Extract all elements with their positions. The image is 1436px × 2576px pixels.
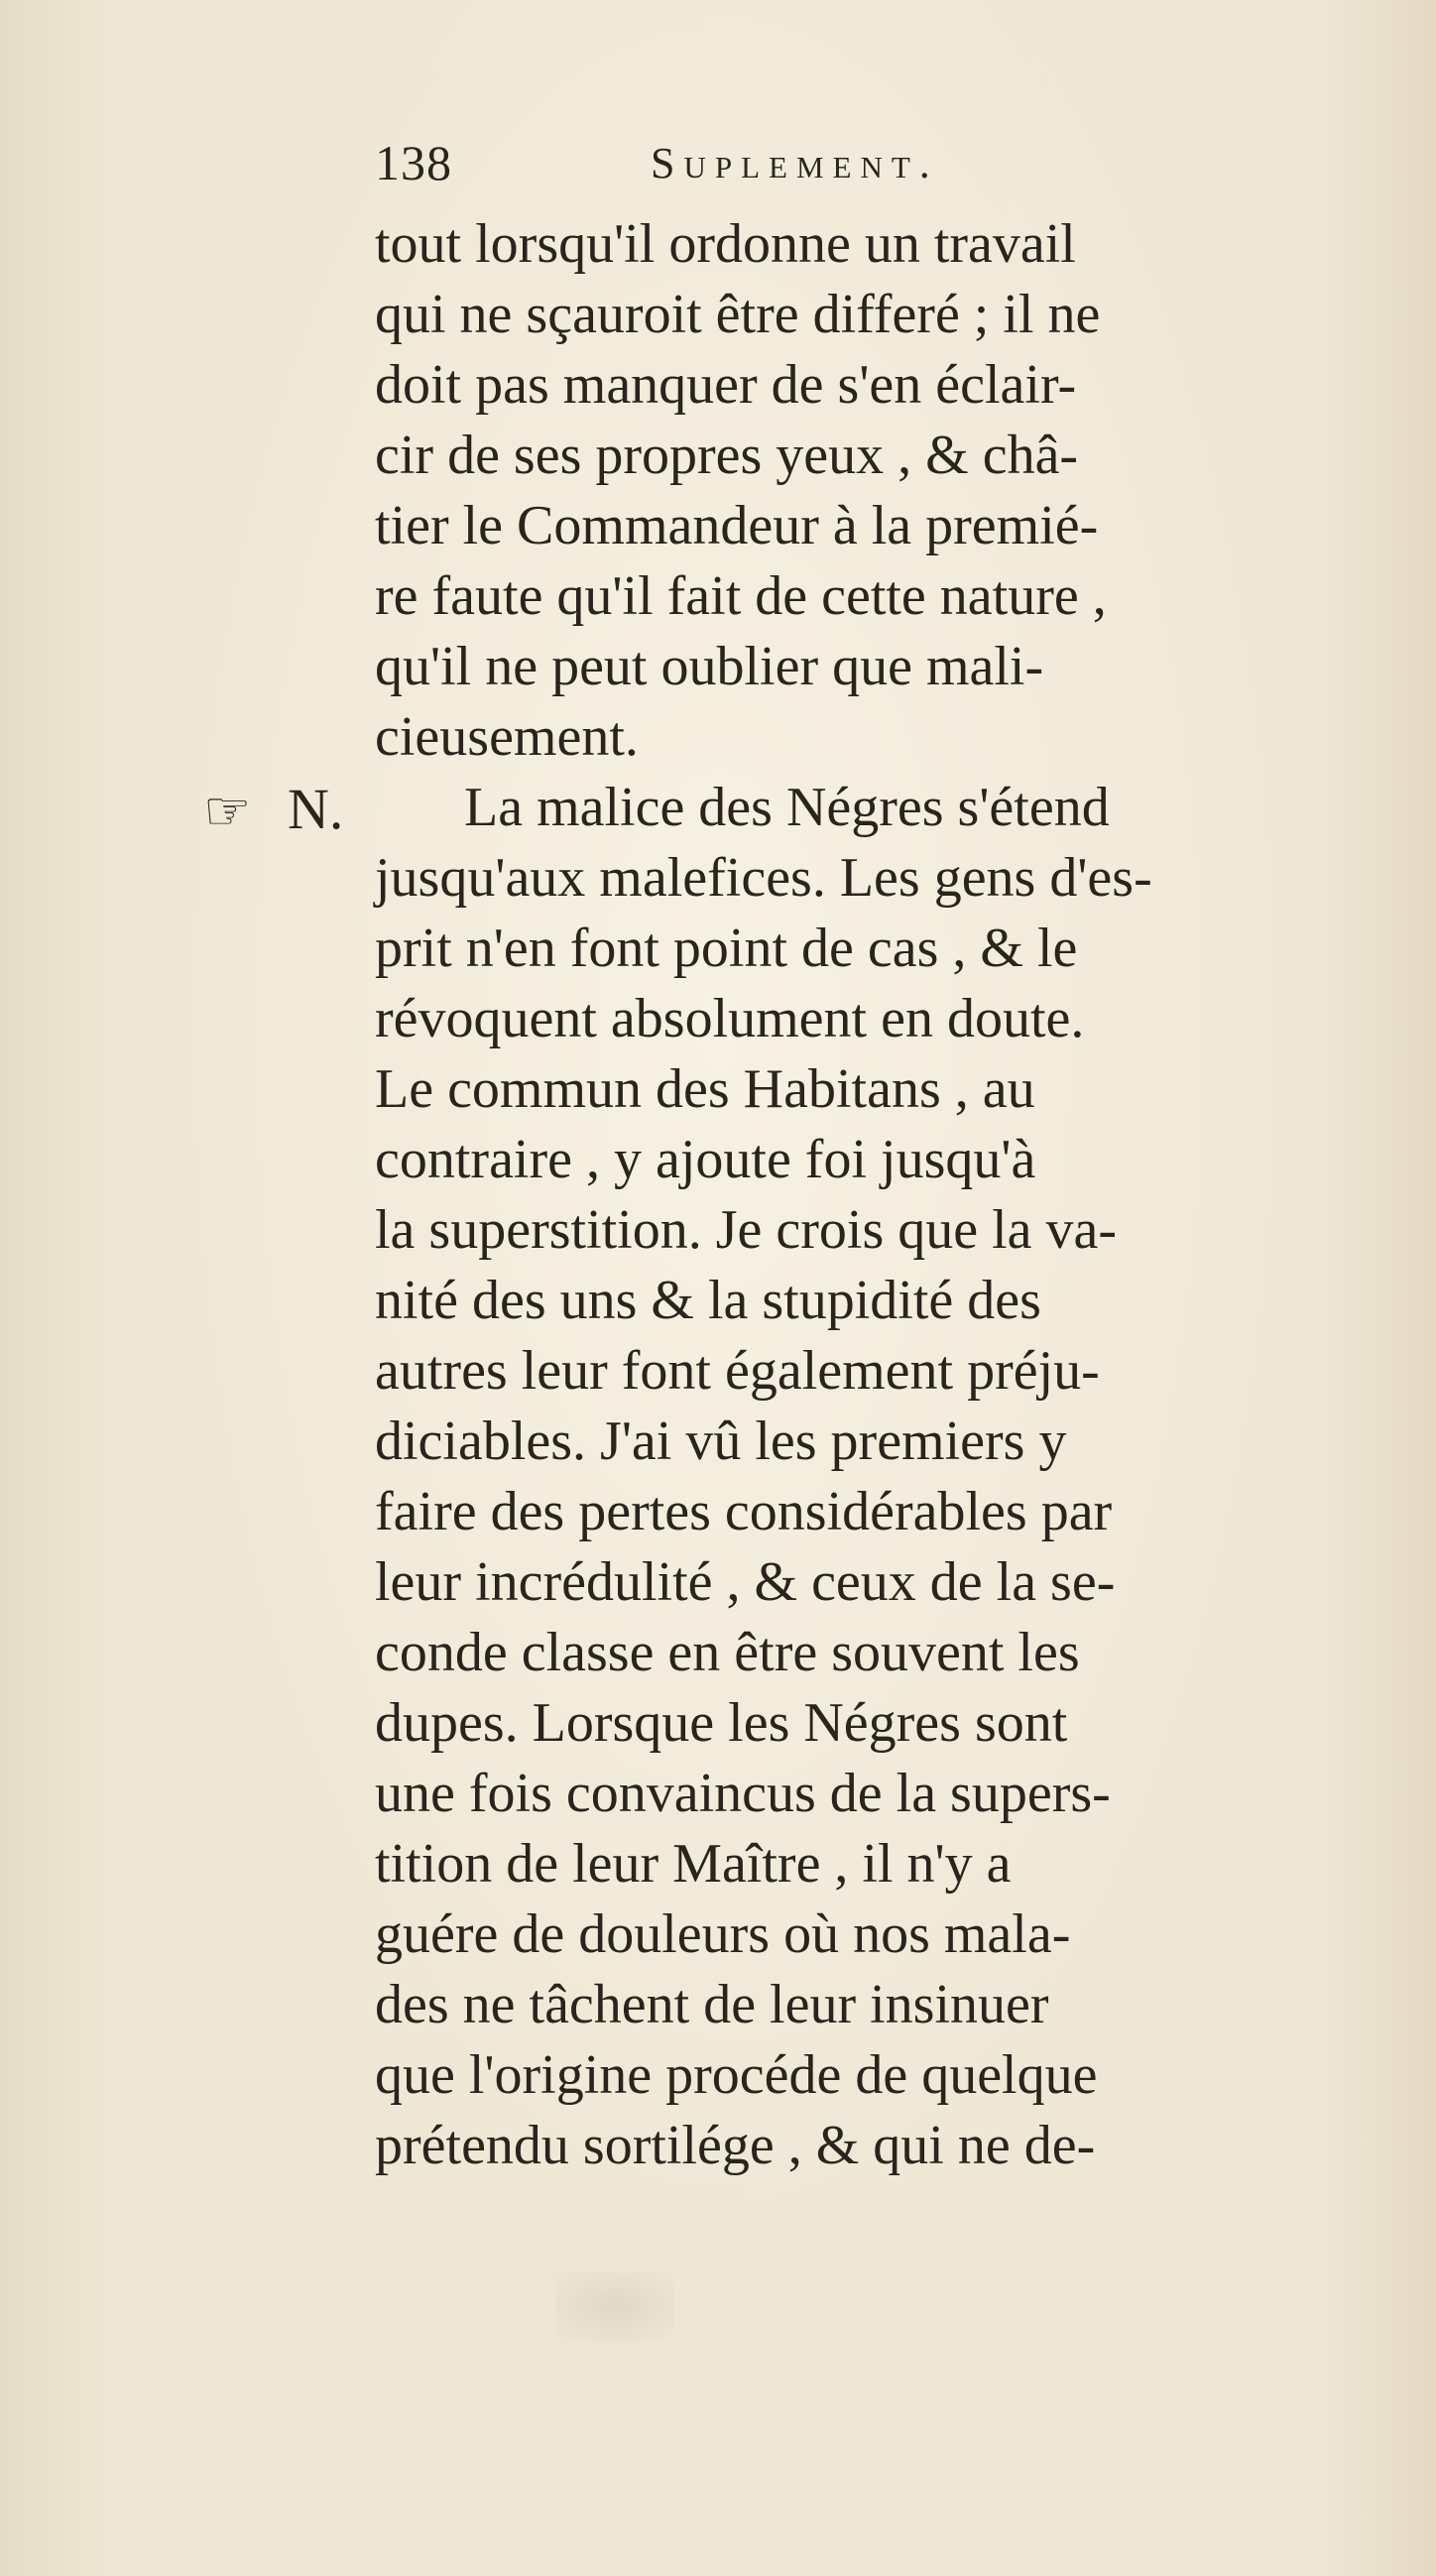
text-line: tier le Commandeur à la premié- [375,495,1099,556]
page-number: 138 [375,135,452,190]
text-line: que l'origine procéde de quelque [375,2044,1098,2106]
text-line: dupes. Lorsque les Négres sont [375,1692,1068,1754]
text-line: re faute qu'il fait de cette nature , [375,565,1107,627]
note-letter: N. [288,777,344,841]
text-line: une fois convaincus de la supers- [375,1763,1111,1824]
text-line: révoquent absolument en doute. [375,988,1085,1049]
text-line: doit pas manquer de s'en éclair- [375,354,1077,416]
text-line: qui ne sçauroit être differé ; il ne [375,284,1101,345]
text-line: la superstition. Je crois que la va- [375,1199,1118,1261]
text-line: Le commun des Habitans , au [375,1058,1035,1120]
text-line: contraire , y ajoute foi jusqu'à [375,1129,1036,1190]
text-line: jusqu'aux malefices. Les gens d'es- [375,847,1152,909]
text-line: conde classe en être souvent les [375,1622,1080,1683]
text-line: des ne tâchent de leur insinuer [375,1974,1049,2035]
text-line: prit n'en font point de cas , & le [375,918,1078,979]
text-line: diciables. J'ai vû les premiers y [375,1411,1067,1472]
text-line: cir de ses propres yeux , & châ- [375,425,1079,486]
text-line: guére de douleurs où nos mala- [375,1903,1071,1965]
text-line: qu'il ne peut oublier que mali- [375,636,1044,697]
text-line: tout lorsqu'il ordonne un travail [375,213,1076,275]
text-line: La malice des Négres s'étend [464,777,1110,838]
running-title: Suplement. [651,139,939,187]
text-line: tition de leur Maître , il n'y a [375,1833,1012,1895]
text-line: leur incrédulité , & ceux de la se- [375,1551,1116,1613]
page-header [375,134,1129,203]
text-line: autres leur font également préju- [375,1340,1100,1402]
pointing-hand-icon: ☞ [203,780,252,842]
ink-bleed-through [555,2271,674,2341]
text-line: cieusement. [375,706,639,768]
text-line: nité des uns & la stupidité des [375,1270,1041,1331]
text-line: prétendu sortilége , & qui ne de- [375,2115,1096,2176]
text-line: faire des pertes considérables par [375,1481,1113,1542]
